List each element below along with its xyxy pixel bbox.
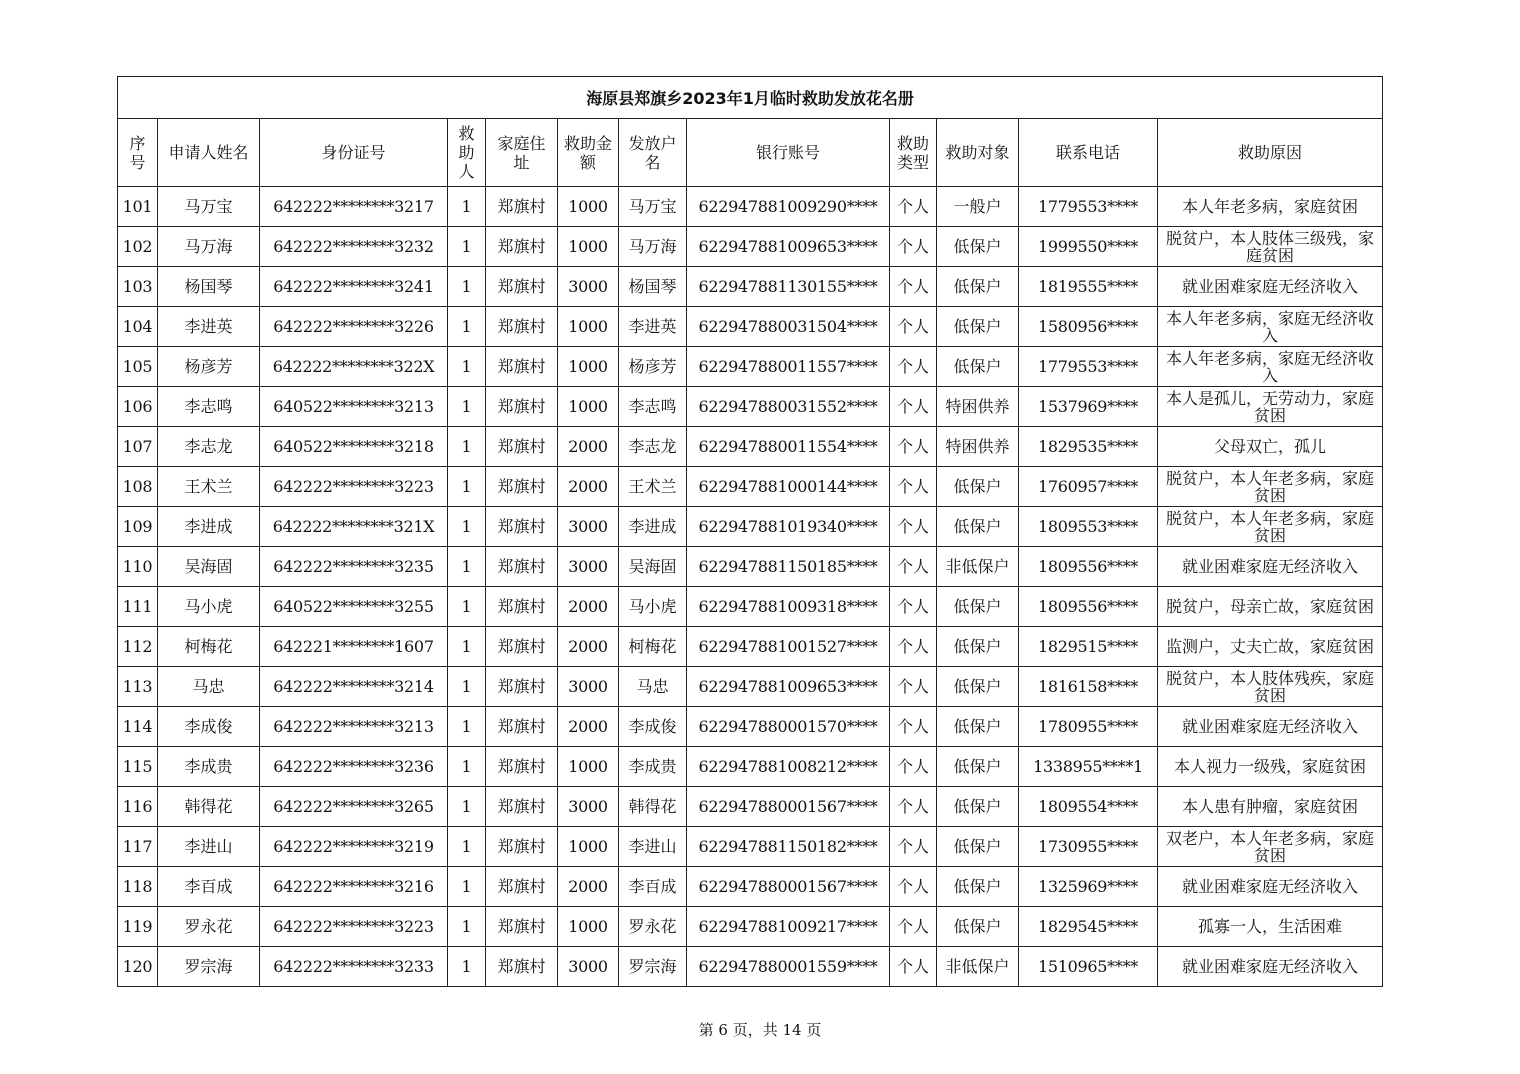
cell-phone: 1829535**** bbox=[1019, 427, 1158, 467]
cell-aid-target: 低保户 bbox=[937, 267, 1019, 307]
cell-home-address: 郑旗村 bbox=[486, 347, 558, 387]
cell-aid-type: 个人 bbox=[890, 507, 937, 547]
table-row bbox=[118, 467, 1383, 507]
cell-aid-amount: 3000 bbox=[558, 667, 619, 707]
cell-aid-amount: 1000 bbox=[558, 347, 619, 387]
cell-phone: 1780955**** bbox=[1019, 707, 1158, 747]
header-aid-target: 救助对象 bbox=[937, 119, 1019, 187]
cell-aid-target: 一般户 bbox=[937, 187, 1019, 227]
cell-aid-type: 个人 bbox=[890, 547, 937, 587]
cell-id-number: 642222********3216 bbox=[260, 867, 448, 907]
cell-aid-reason: 孤寡一人，生活困难 bbox=[1158, 907, 1383, 947]
cell-aid-amount: 3000 bbox=[558, 947, 619, 987]
cell-aid-type: 个人 bbox=[890, 747, 937, 787]
cell-serial-no: 108 bbox=[118, 467, 158, 507]
cell-aid-target: 低保户 bbox=[937, 587, 1019, 627]
cell-aid-reason: 脱贫户，母亲亡故，家庭贫困 bbox=[1158, 587, 1383, 627]
cell-aid-target: 低保户 bbox=[937, 787, 1019, 827]
cell-home-address: 郑旗村 bbox=[486, 187, 558, 227]
table-row bbox=[118, 747, 1383, 787]
cell-aid-target: 低保户 bbox=[937, 507, 1019, 547]
cell-payee-name: 李志龙 bbox=[619, 427, 687, 467]
cell-bank-account: 622947881000144**** bbox=[687, 467, 890, 507]
relief-roster-table bbox=[117, 76, 1383, 987]
cell-id-number: 642222********3223 bbox=[260, 467, 448, 507]
cell-serial-no: 102 bbox=[118, 227, 158, 267]
cell-phone: 1779553**** bbox=[1019, 187, 1158, 227]
cell-id-number: 640522********3218 bbox=[260, 427, 448, 467]
cell-payee-name: 柯梅花 bbox=[619, 627, 687, 667]
cell-aided-persons: 1 bbox=[448, 267, 486, 307]
cell-serial-no: 117 bbox=[118, 827, 158, 867]
cell-aid-reason: 双老户，本人年老多病，家庭贫困 bbox=[1158, 827, 1383, 867]
cell-aid-type: 个人 bbox=[890, 227, 937, 267]
cell-applicant-name: 王术兰 bbox=[158, 467, 260, 507]
cell-home-address: 郑旗村 bbox=[486, 747, 558, 787]
cell-home-address: 郑旗村 bbox=[486, 587, 558, 627]
table-row bbox=[118, 347, 1383, 387]
cell-aid-amount: 2000 bbox=[558, 427, 619, 467]
cell-aid-reason: 脱贫户，本人肢体残疾，家庭贫困 bbox=[1158, 667, 1383, 707]
cell-home-address: 郑旗村 bbox=[486, 507, 558, 547]
cell-aided-persons: 1 bbox=[448, 427, 486, 467]
cell-payee-name: 杨国琴 bbox=[619, 267, 687, 307]
cell-id-number: 642222********3236 bbox=[260, 747, 448, 787]
cell-id-number: 642222********3241 bbox=[260, 267, 448, 307]
cell-applicant-name: 李百成 bbox=[158, 867, 260, 907]
cell-phone: 1809556**** bbox=[1019, 587, 1158, 627]
cell-serial-no: 101 bbox=[118, 187, 158, 227]
cell-payee-name: 马万宝 bbox=[619, 187, 687, 227]
cell-aid-type: 个人 bbox=[890, 587, 937, 627]
cell-phone: 1510965**** bbox=[1019, 947, 1158, 987]
cell-applicant-name: 杨彦芳 bbox=[158, 347, 260, 387]
cell-aided-persons: 1 bbox=[448, 387, 486, 427]
cell-aid-reason: 脱贫户，本人年老多病，家庭贫困 bbox=[1158, 507, 1383, 547]
cell-aid-type: 个人 bbox=[890, 467, 937, 507]
cell-aid-reason: 就业困难家庭无经济收入 bbox=[1158, 547, 1383, 587]
cell-bank-account: 622947880011554**** bbox=[687, 427, 890, 467]
cell-aid-amount: 1000 bbox=[558, 307, 619, 347]
cell-aid-reason: 本人年老多病，家庭贫困 bbox=[1158, 187, 1383, 227]
cell-serial-no: 110 bbox=[118, 547, 158, 587]
cell-home-address: 郑旗村 bbox=[486, 307, 558, 347]
cell-phone: 1809553**** bbox=[1019, 507, 1158, 547]
cell-aid-reason: 父母双亡，孤儿 bbox=[1158, 427, 1383, 467]
cell-home-address: 郑旗村 bbox=[486, 227, 558, 267]
cell-bank-account: 622947881008212**** bbox=[687, 747, 890, 787]
cell-aid-type: 个人 bbox=[890, 707, 937, 747]
header-home-address: 家庭住址 bbox=[486, 119, 558, 187]
cell-home-address: 郑旗村 bbox=[486, 827, 558, 867]
cell-aid-type: 个人 bbox=[890, 307, 937, 347]
cell-aid-amount: 1000 bbox=[558, 827, 619, 867]
cell-id-number: 642222********3217 bbox=[260, 187, 448, 227]
cell-bank-account: 622947881009217**** bbox=[687, 907, 890, 947]
cell-serial-no: 114 bbox=[118, 707, 158, 747]
cell-applicant-name: 李进山 bbox=[158, 827, 260, 867]
cell-aided-persons: 1 bbox=[448, 307, 486, 347]
cell-aid-reason: 就业困难家庭无经济收入 bbox=[1158, 707, 1383, 747]
table-row bbox=[118, 827, 1383, 867]
cell-aid-amount: 2000 bbox=[558, 467, 619, 507]
table-row bbox=[118, 307, 1383, 347]
cell-aid-type: 个人 bbox=[890, 907, 937, 947]
cell-phone: 1537969**** bbox=[1019, 387, 1158, 427]
table-row bbox=[118, 867, 1383, 907]
cell-bank-account: 622947880011557**** bbox=[687, 347, 890, 387]
cell-phone: 1809556**** bbox=[1019, 547, 1158, 587]
cell-aid-target: 低保户 bbox=[937, 867, 1019, 907]
cell-home-address: 郑旗村 bbox=[486, 467, 558, 507]
cell-phone: 1999550**** bbox=[1019, 227, 1158, 267]
cell-id-number: 642222********322X bbox=[260, 347, 448, 387]
cell-bank-account: 622947881009653**** bbox=[687, 667, 890, 707]
cell-aided-persons: 1 bbox=[448, 467, 486, 507]
cell-payee-name: 马忠 bbox=[619, 667, 687, 707]
cell-home-address: 郑旗村 bbox=[486, 907, 558, 947]
cell-bank-account: 622947881009290**** bbox=[687, 187, 890, 227]
cell-home-address: 郑旗村 bbox=[486, 627, 558, 667]
table-row bbox=[118, 667, 1383, 707]
cell-aid-target: 低保户 bbox=[937, 827, 1019, 867]
cell-payee-name: 李进成 bbox=[619, 507, 687, 547]
cell-bank-account: 622947880001567**** bbox=[687, 787, 890, 827]
cell-aid-amount: 2000 bbox=[558, 707, 619, 747]
table-row bbox=[118, 227, 1383, 267]
cell-home-address: 郑旗村 bbox=[486, 867, 558, 907]
table-row bbox=[118, 427, 1383, 467]
cell-home-address: 郑旗村 bbox=[486, 707, 558, 747]
cell-aid-reason: 就业困难家庭无经济收入 bbox=[1158, 267, 1383, 307]
cell-id-number: 642222********3233 bbox=[260, 947, 448, 987]
header-aid-reason: 救助原因 bbox=[1158, 119, 1383, 187]
cell-aid-amount: 3000 bbox=[558, 787, 619, 827]
cell-aided-persons: 1 bbox=[448, 747, 486, 787]
cell-payee-name: 李进英 bbox=[619, 307, 687, 347]
cell-aid-reason: 本人视力一级残，家庭贫困 bbox=[1158, 747, 1383, 787]
cell-serial-no: 104 bbox=[118, 307, 158, 347]
cell-aid-type: 个人 bbox=[890, 947, 937, 987]
cell-phone: 1829515**** bbox=[1019, 627, 1158, 667]
cell-aid-target: 低保户 bbox=[937, 707, 1019, 747]
cell-id-number: 640522********3213 bbox=[260, 387, 448, 427]
table-row bbox=[118, 187, 1383, 227]
cell-serial-no: 118 bbox=[118, 867, 158, 907]
page-footer: 第 6 页，共 14 页 bbox=[698, 1021, 822, 1039]
cell-bank-account: 622947880001559**** bbox=[687, 947, 890, 987]
cell-payee-name: 韩得花 bbox=[619, 787, 687, 827]
cell-bank-account: 622947880031552**** bbox=[687, 387, 890, 427]
cell-applicant-name: 李进成 bbox=[158, 507, 260, 547]
cell-applicant-name: 马万宝 bbox=[158, 187, 260, 227]
table-row bbox=[118, 627, 1383, 667]
header-aid-type: 救助类型 bbox=[890, 119, 937, 187]
cell-aid-target: 非低保户 bbox=[937, 547, 1019, 587]
cell-applicant-name: 李成贵 bbox=[158, 747, 260, 787]
cell-aided-persons: 1 bbox=[448, 827, 486, 867]
cell-serial-no: 115 bbox=[118, 747, 158, 787]
cell-applicant-name: 柯梅花 bbox=[158, 627, 260, 667]
cell-aid-amount: 1000 bbox=[558, 387, 619, 427]
cell-id-number: 642222********321X bbox=[260, 507, 448, 547]
cell-aid-reason: 脱贫户，本人肢体三级残，家庭贫困 bbox=[1158, 227, 1383, 267]
cell-payee-name: 李成俊 bbox=[619, 707, 687, 747]
cell-home-address: 郑旗村 bbox=[486, 667, 558, 707]
cell-aid-type: 个人 bbox=[890, 427, 937, 467]
cell-bank-account: 622947880001567**** bbox=[687, 867, 890, 907]
cell-aided-persons: 1 bbox=[448, 587, 486, 627]
cell-aid-type: 个人 bbox=[890, 787, 937, 827]
cell-serial-no: 107 bbox=[118, 427, 158, 467]
cell-bank-account: 622947881150185**** bbox=[687, 547, 890, 587]
table-row bbox=[118, 267, 1383, 307]
header-payee-name: 发放户名 bbox=[619, 119, 687, 187]
cell-payee-name: 李成贵 bbox=[619, 747, 687, 787]
cell-id-number: 642222********3223 bbox=[260, 907, 448, 947]
cell-aided-persons: 1 bbox=[448, 867, 486, 907]
cell-applicant-name: 李成俊 bbox=[158, 707, 260, 747]
cell-aided-persons: 1 bbox=[448, 507, 486, 547]
cell-phone: 1760957**** bbox=[1019, 467, 1158, 507]
cell-applicant-name: 马忠 bbox=[158, 667, 260, 707]
cell-aid-type: 个人 bbox=[890, 667, 937, 707]
cell-aid-target: 低保户 bbox=[937, 667, 1019, 707]
cell-payee-name: 罗永花 bbox=[619, 907, 687, 947]
cell-serial-no: 105 bbox=[118, 347, 158, 387]
cell-home-address: 郑旗村 bbox=[486, 947, 558, 987]
cell-id-number: 642222********3232 bbox=[260, 227, 448, 267]
cell-applicant-name: 李志龙 bbox=[158, 427, 260, 467]
cell-home-address: 郑旗村 bbox=[486, 547, 558, 587]
cell-aid-target: 低保户 bbox=[937, 907, 1019, 947]
cell-payee-name: 王术兰 bbox=[619, 467, 687, 507]
cell-id-number: 642222********3226 bbox=[260, 307, 448, 347]
cell-bank-account: 622947881001527**** bbox=[687, 627, 890, 667]
table-row bbox=[118, 947, 1383, 987]
cell-payee-name: 吴海固 bbox=[619, 547, 687, 587]
cell-applicant-name: 吴海固 bbox=[158, 547, 260, 587]
table-row bbox=[118, 587, 1383, 627]
cell-aid-target: 低保户 bbox=[937, 747, 1019, 787]
cell-aid-type: 个人 bbox=[890, 627, 937, 667]
cell-aid-reason: 本人患有肿瘤，家庭贫困 bbox=[1158, 787, 1383, 827]
cell-home-address: 郑旗村 bbox=[486, 387, 558, 427]
cell-home-address: 郑旗村 bbox=[486, 787, 558, 827]
cell-aid-reason: 就业困难家庭无经济收入 bbox=[1158, 867, 1383, 907]
cell-payee-name: 马小虎 bbox=[619, 587, 687, 627]
cell-aid-amount: 2000 bbox=[558, 587, 619, 627]
cell-applicant-name: 杨国琴 bbox=[158, 267, 260, 307]
roster-title: 海原县郑旗乡2023年1月临时救助发放花名册 bbox=[118, 77, 1383, 119]
cell-serial-no: 116 bbox=[118, 787, 158, 827]
table-row bbox=[118, 547, 1383, 587]
cell-aided-persons: 1 bbox=[448, 187, 486, 227]
cell-phone: 1819555**** bbox=[1019, 267, 1158, 307]
cell-aid-type: 个人 bbox=[890, 387, 937, 427]
cell-bank-account: 622947880001570**** bbox=[687, 707, 890, 747]
cell-phone: 1779553**** bbox=[1019, 347, 1158, 387]
cell-aid-target: 特困供养 bbox=[937, 427, 1019, 467]
cell-serial-no: 119 bbox=[118, 907, 158, 947]
header-applicant-name: 申请人姓名 bbox=[158, 119, 260, 187]
cell-aid-target: 低保户 bbox=[937, 307, 1019, 347]
cell-aid-reason: 就业困难家庭无经济收入 bbox=[1158, 947, 1383, 987]
cell-home-address: 郑旗村 bbox=[486, 267, 558, 307]
cell-aid-type: 个人 bbox=[890, 347, 937, 387]
cell-aid-target: 低保户 bbox=[937, 467, 1019, 507]
cell-serial-no: 111 bbox=[118, 587, 158, 627]
table-row bbox=[118, 907, 1383, 947]
cell-aid-type: 个人 bbox=[890, 267, 937, 307]
cell-aid-amount: 2000 bbox=[558, 867, 619, 907]
cell-applicant-name: 李志鸣 bbox=[158, 387, 260, 427]
cell-applicant-name: 马小虎 bbox=[158, 587, 260, 627]
cell-aid-amount: 2000 bbox=[558, 627, 619, 667]
cell-payee-name: 杨彦芳 bbox=[619, 347, 687, 387]
cell-serial-no: 112 bbox=[118, 627, 158, 667]
cell-applicant-name: 罗永花 bbox=[158, 907, 260, 947]
cell-serial-no: 113 bbox=[118, 667, 158, 707]
cell-aid-amount: 1000 bbox=[558, 747, 619, 787]
cell-bank-account: 622947881019340**** bbox=[687, 507, 890, 547]
cell-aid-reason: 本人年老多病，家庭无经济收入 bbox=[1158, 347, 1383, 387]
cell-aid-amount: 3000 bbox=[558, 267, 619, 307]
table-row bbox=[118, 507, 1383, 547]
cell-aid-type: 个人 bbox=[890, 187, 937, 227]
cell-phone: 1816158**** bbox=[1019, 667, 1158, 707]
table-row bbox=[118, 387, 1383, 427]
cell-applicant-name: 韩得花 bbox=[158, 787, 260, 827]
cell-phone: 1809554**** bbox=[1019, 787, 1158, 827]
cell-home-address: 郑旗村 bbox=[486, 427, 558, 467]
header-bank-account: 银行账号 bbox=[687, 119, 890, 187]
cell-applicant-name: 李进英 bbox=[158, 307, 260, 347]
header-aided-persons: 救助人 bbox=[448, 119, 486, 187]
cell-payee-name: 罗宗海 bbox=[619, 947, 687, 987]
cell-serial-no: 103 bbox=[118, 267, 158, 307]
cell-serial-no: 106 bbox=[118, 387, 158, 427]
cell-payee-name: 李志鸣 bbox=[619, 387, 687, 427]
cell-bank-account: 622947881009318**** bbox=[687, 587, 890, 627]
cell-aid-amount: 3000 bbox=[558, 507, 619, 547]
cell-id-number: 642222********3213 bbox=[260, 707, 448, 747]
cell-aid-target: 低保户 bbox=[937, 227, 1019, 267]
cell-phone: 1338955****1 bbox=[1019, 747, 1158, 787]
cell-serial-no: 120 bbox=[118, 947, 158, 987]
cell-aided-persons: 1 bbox=[448, 667, 486, 707]
cell-serial-no: 109 bbox=[118, 507, 158, 547]
cell-bank-account: 622947880031504**** bbox=[687, 307, 890, 347]
cell-aid-reason: 脱贫户，本人年老多病，家庭贫困 bbox=[1158, 467, 1383, 507]
cell-aided-persons: 1 bbox=[448, 707, 486, 747]
cell-aid-reason: 本人年老多病，家庭无经济收入 bbox=[1158, 307, 1383, 347]
table-row bbox=[118, 787, 1383, 827]
cell-aided-persons: 1 bbox=[448, 627, 486, 667]
cell-id-number: 642222********3235 bbox=[260, 547, 448, 587]
cell-aid-target: 非低保户 bbox=[937, 947, 1019, 987]
cell-aided-persons: 1 bbox=[448, 547, 486, 587]
cell-bank-account: 622947881009653**** bbox=[687, 227, 890, 267]
cell-aid-amount: 3000 bbox=[558, 547, 619, 587]
header-id-number: 身份证号 bbox=[260, 119, 448, 187]
cell-phone: 1325969**** bbox=[1019, 867, 1158, 907]
header-serial-no: 序号 bbox=[118, 119, 158, 187]
header-phone: 联系电话 bbox=[1019, 119, 1158, 187]
header-row bbox=[118, 119, 1383, 187]
cell-phone: 1730955**** bbox=[1019, 827, 1158, 867]
cell-id-number: 642222********3219 bbox=[260, 827, 448, 867]
cell-id-number: 642221********1607 bbox=[260, 627, 448, 667]
cell-aided-persons: 1 bbox=[448, 787, 486, 827]
cell-aid-type: 个人 bbox=[890, 827, 937, 867]
cell-phone: 1580956**** bbox=[1019, 307, 1158, 347]
cell-payee-name: 李进山 bbox=[619, 827, 687, 867]
cell-aid-target: 低保户 bbox=[937, 627, 1019, 667]
cell-aided-persons: 1 bbox=[448, 907, 486, 947]
cell-aid-amount: 1000 bbox=[558, 227, 619, 267]
cell-bank-account: 622947881130155**** bbox=[687, 267, 890, 307]
cell-aided-persons: 1 bbox=[448, 347, 486, 387]
cell-aid-type: 个人 bbox=[890, 867, 937, 907]
cell-aid-amount: 1000 bbox=[558, 907, 619, 947]
table-row bbox=[118, 707, 1383, 747]
cell-bank-account: 622947881150182**** bbox=[687, 827, 890, 867]
cell-aid-target: 特困供养 bbox=[937, 387, 1019, 427]
cell-payee-name: 李百成 bbox=[619, 867, 687, 907]
header-aid-amount: 救助金额 bbox=[558, 119, 619, 187]
cell-aided-persons: 1 bbox=[448, 227, 486, 267]
cell-id-number: 642222********3265 bbox=[260, 787, 448, 827]
cell-id-number: 640522********3255 bbox=[260, 587, 448, 627]
cell-aided-persons: 1 bbox=[448, 947, 486, 987]
cell-payee-name: 马万海 bbox=[619, 227, 687, 267]
cell-applicant-name: 罗宗海 bbox=[158, 947, 260, 987]
cell-applicant-name: 马万海 bbox=[158, 227, 260, 267]
cell-aid-target: 低保户 bbox=[937, 347, 1019, 387]
cell-id-number: 642222********3214 bbox=[260, 667, 448, 707]
cell-aid-amount: 1000 bbox=[558, 187, 619, 227]
cell-phone: 1829545**** bbox=[1019, 907, 1158, 947]
cell-aid-reason: 监测户，丈夫亡故，家庭贫困 bbox=[1158, 627, 1383, 667]
cell-aid-reason: 本人是孤儿，无劳动力，家庭贫困 bbox=[1158, 387, 1383, 427]
